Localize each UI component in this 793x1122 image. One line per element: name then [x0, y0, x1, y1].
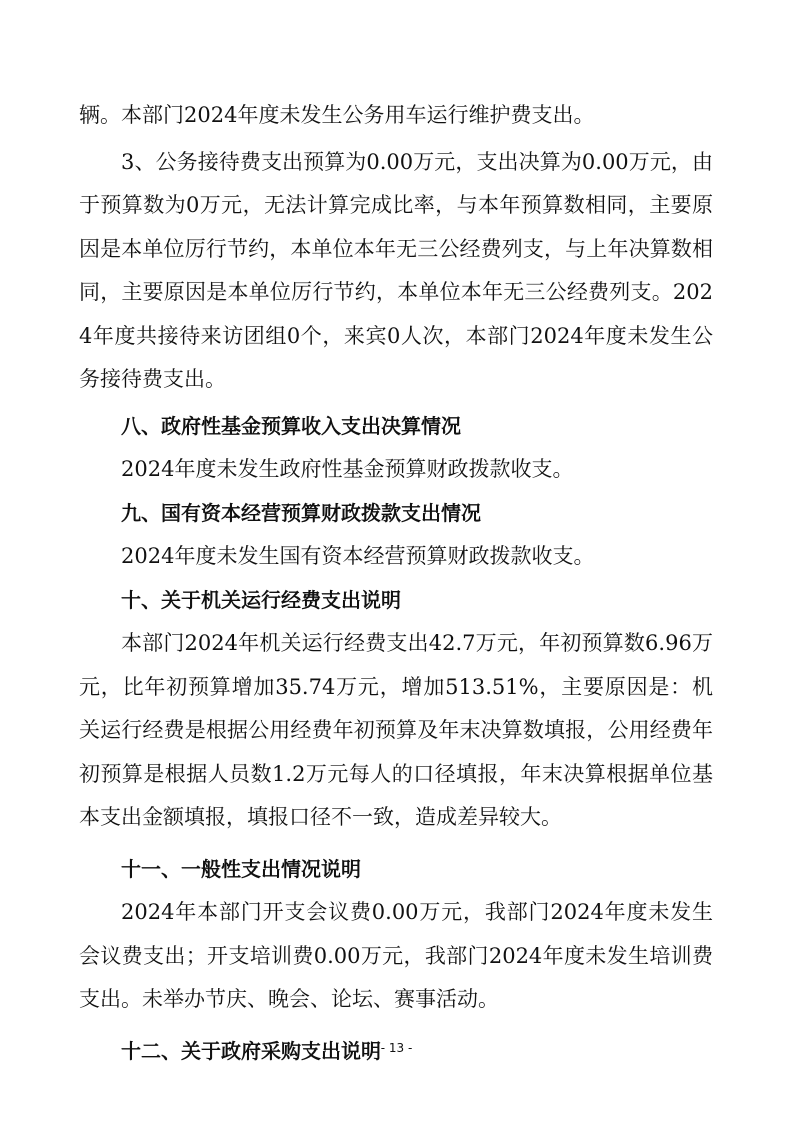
- paragraph-operating-expense: 本部门2024年机关运行经费支出42.7万元，年初预算数6.96万元，比年初预算增加35.74万元，增加513.51%，主要原因是：机关运行经费是根据公用经费年初预算及年末决算数填报，公用经费年初预算是根据人员数1.2万元每人的口径填报，年末决算根据单位基本支出金额填报，填报口径不一致，造成差异较大。: [79, 631, 713, 829]
- page-number: - 13 -: [380, 1041, 413, 1055]
- heading-government-fund: 八、政府性基金预算收入支出决算情况: [121, 413, 461, 438]
- heading-government-procurement: 十二、关于政府采购支出说明: [121, 1038, 381, 1063]
- paragraph-state-capital: 2024年度未发生国有资本经营预算财政拨款收支。: [121, 544, 595, 568]
- heading-general-expense: 十一、一般性支出情况说明: [121, 856, 361, 881]
- heading-operating-expense: 十、关于机关运行经费支出说明: [121, 587, 401, 612]
- document-body: [79, 94, 713, 1073]
- heading-state-capital: 九、国有资本经营预算财政拨款支出情况: [121, 500, 481, 525]
- paragraph-reception-expense: 3、公务接待费支出预算为0.00万元，支出决算为0.00万元，由于预算数为0万元，无法计算完成比率，与本年预算数相同，主要原因是本单位厉行节约，本单位本年无三公经费列支，与上年决算数相同，主要原因是本单位厉行节约，本单位本年无三公经费列支。2024年度共接待来访团组0个，来宾0人次，本部门2024年度未发生公务接待费支出。: [79, 149, 713, 391]
- paragraph-vehicle-maintenance-continued: 辆。本部门2024年度未发生公务用车运行维护费支出。: [79, 103, 595, 127]
- paragraph-general-expense: 2024年本部门开支会议费0.00万元，我部门2024年度未发生会议费支出；开支培训费0.00万元，我部门2024年度未发生培训费支出。未举办节庆、晚会、论坛、赛事活动。: [79, 900, 713, 1011]
- paragraph-government-fund: 2024年度未发生政府性基金预算财政拨款收支。: [121, 457, 574, 481]
